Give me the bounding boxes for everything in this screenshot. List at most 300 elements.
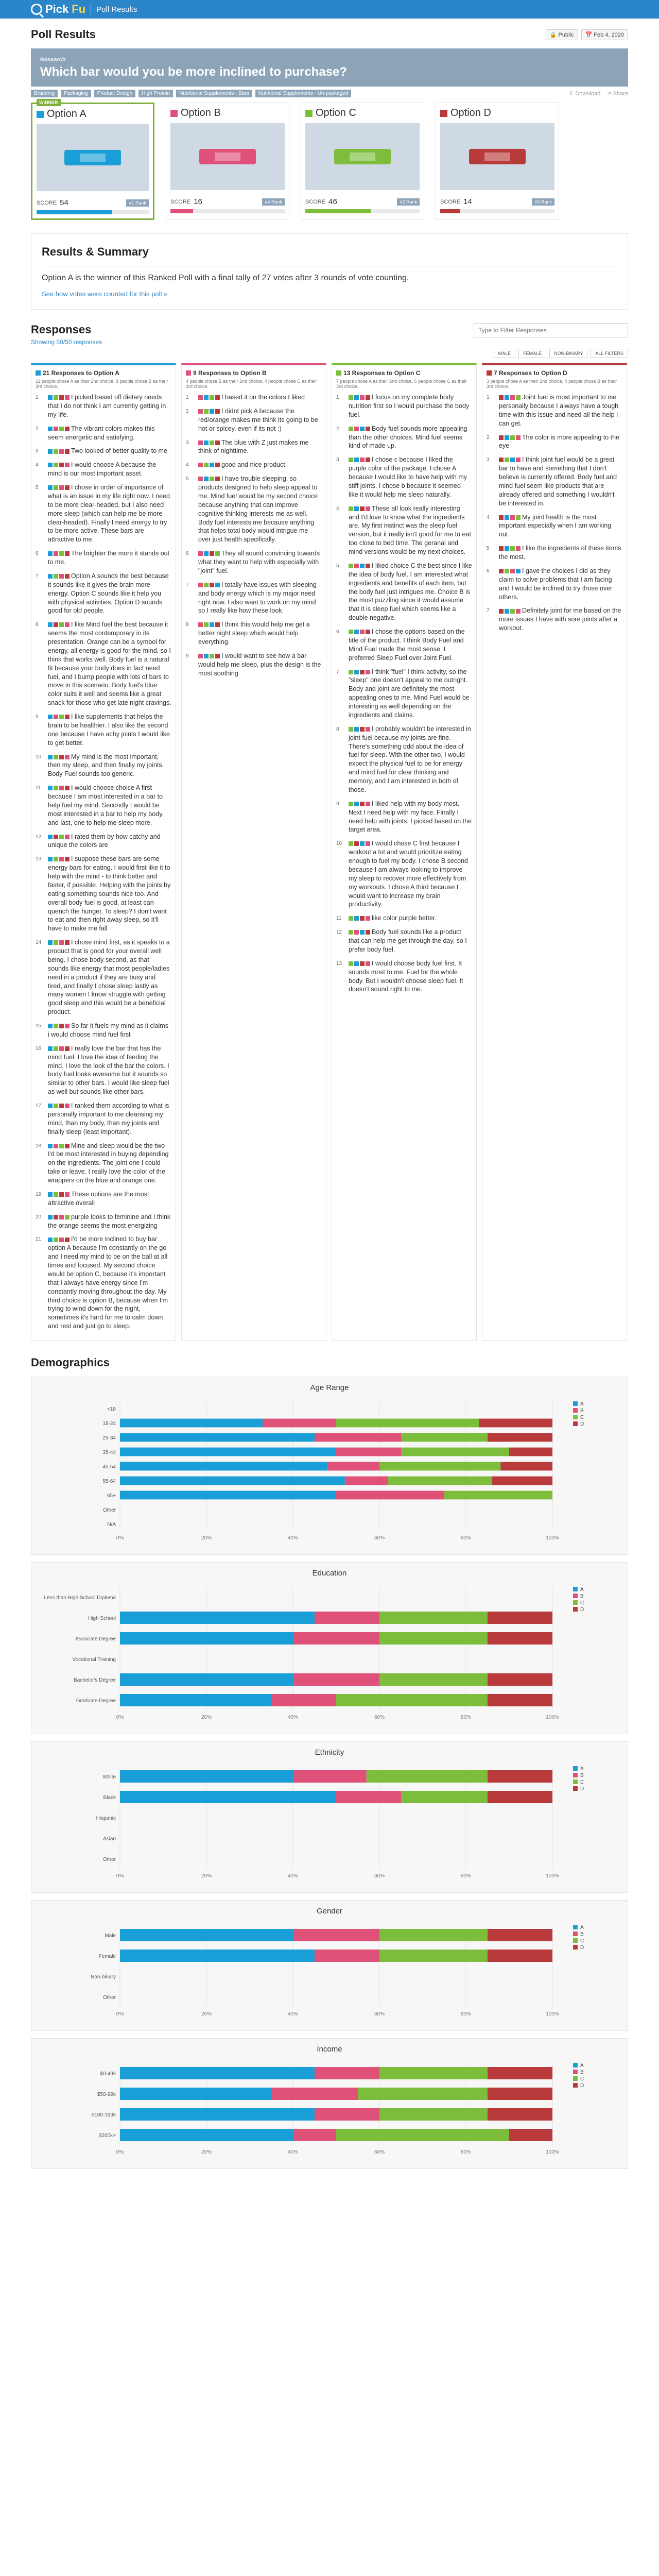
category-label: 25-34 (102, 1435, 116, 1441)
response-item (36, 713, 171, 748)
score-label: SCORE (37, 199, 57, 206)
bar-segment-d (488, 1929, 552, 1941)
response-item (36, 1213, 171, 1230)
filter-button[interactable]: FEMALE (518, 349, 546, 358)
response-number: 6 (487, 568, 490, 574)
rank-dot (360, 506, 365, 511)
response-text: I'd be more inclined to buy bar option A because I'm constantly on the go and I need my mind to be on the ball at all times and focused. My second choice would be option C, because it's important that I always have energy since I'm constantly moving throughout the day. My third choice is option B, because when I'm trying to wind down for the night, sometimes it's hard for me to calm down and rest and just go to sleep. (48, 1235, 168, 1330)
option-card-a[interactable] (31, 100, 154, 220)
ranking-dots (48, 1192, 70, 1197)
category-label: Bachelor's Degree (74, 1677, 116, 1683)
column-meta: 7 people chose A as their 2nd choice, 6 people chose C as their 3rd choice. (336, 379, 467, 389)
rank-dot (210, 395, 214, 400)
option-card-b[interactable] (166, 103, 289, 220)
rank-dot (354, 630, 359, 634)
response-item (487, 567, 622, 602)
score-bar-fill (37, 210, 112, 214)
option-color-swatch (170, 110, 178, 117)
response-number: 7 (186, 582, 189, 588)
filter-button[interactable]: MALE (494, 349, 516, 358)
bar-segment-a (120, 2088, 271, 2100)
bar-segment-d (488, 1433, 552, 1442)
rank-dot (54, 786, 58, 790)
x-tick-label: 60% (374, 2011, 385, 2017)
rank-dot (54, 1215, 58, 1219)
bar-segment-a (120, 1612, 315, 1624)
rank-dot (59, 1144, 64, 1148)
chart-svg (38, 2058, 621, 2161)
option-color-swatch (186, 370, 191, 376)
response-body (48, 447, 167, 455)
rank-dot (360, 395, 365, 400)
bar-segment-d (488, 1632, 552, 1645)
rank-dot (198, 463, 203, 467)
response-body (48, 1022, 171, 1039)
rank-dot (210, 409, 214, 414)
option-color-swatch (487, 370, 492, 376)
rank-dot (499, 546, 504, 551)
rank-dot (65, 715, 70, 719)
rank-dot (54, 835, 58, 839)
rank-dot (215, 551, 220, 556)
legend-label: C (580, 2076, 584, 2082)
response-item (336, 504, 472, 556)
share-button[interactable]: ↗ Share (606, 91, 628, 97)
ranking-dots (349, 395, 370, 400)
x-tick-label: 0% (116, 1873, 124, 1879)
rank-dot (499, 395, 504, 400)
ranking-dots (48, 449, 70, 454)
rank-dot (59, 1215, 64, 1219)
rank-dot (65, 427, 70, 431)
ranking-dots (349, 727, 370, 732)
legend-swatch (573, 1786, 578, 1791)
score-row (305, 197, 420, 206)
response-text: I totally have issues with sleeping and body energy which is my major need right now. I also want to work on my mind so I really like how these look. (198, 581, 317, 615)
rank-dot (59, 427, 64, 431)
bar-segment-b (271, 1694, 336, 1706)
response-body (48, 855, 171, 933)
rank-dot (499, 457, 504, 462)
response-text: I like the ingredients of these items the most. (499, 545, 621, 561)
column-title-text: 21 Responses to Option A (43, 369, 119, 377)
options-row (31, 100, 628, 220)
response-number: 10 (336, 841, 342, 847)
category-label: 65+ (107, 1493, 116, 1499)
rank-dot (349, 427, 353, 431)
response-text: I think "fuel" I think activity, so the "sleep" one doesn't appeal to me outright. Body and joint are definitely the most appealing ones to me. Mind Fuel would be interesting as well depending on the ingredients and claims. (349, 668, 470, 719)
rank-dot (48, 1024, 53, 1028)
rank-dot (349, 506, 353, 511)
chart-svg (38, 1761, 621, 1885)
option-name: Option D (450, 107, 491, 118)
response-item (336, 914, 472, 923)
score-bar-fill (305, 209, 371, 213)
tag[interactable]: Nutritional Supplements - Bars (176, 90, 252, 97)
legend-label: D (580, 1607, 584, 1613)
response-body (198, 393, 305, 402)
rank-dot (516, 609, 521, 614)
response-item (336, 928, 472, 954)
response-text: They all sound convincing towards what they want to help with especially with "joint" fuel. (198, 550, 320, 574)
response-body (48, 572, 171, 615)
response-number: 7 (336, 669, 339, 675)
category-label: Asian (102, 1836, 116, 1842)
tag[interactable]: Nutritional Supplements - Un-packaged (255, 90, 352, 97)
rank-dot (54, 449, 58, 454)
response-number: 20 (36, 1214, 42, 1220)
response-body (48, 833, 171, 850)
category-label: $0-49k (100, 2071, 116, 2077)
legend-swatch (573, 1421, 578, 1426)
rank-dot (48, 786, 53, 790)
tag[interactable]: Branding (31, 90, 58, 97)
response-body (198, 652, 322, 678)
response-number: 2 (336, 426, 339, 432)
response-body (48, 483, 171, 544)
score-label: SCORE (305, 198, 326, 205)
rank-dot (354, 802, 359, 806)
rank-dot (505, 609, 509, 614)
rank-dot (510, 569, 515, 573)
rank-dot (59, 755, 64, 759)
rank-dot (349, 802, 353, 806)
category-label: $100-199k (91, 2112, 116, 2118)
bar-segment-c (379, 1612, 488, 1624)
response-item (186, 549, 322, 575)
tag[interactable]: Packaging (61, 90, 91, 97)
response-number: 4 (36, 462, 39, 468)
column-meta: 11 people chose A as their 2nd choice, 9 people chose B as their 3rd choice. (36, 379, 168, 389)
response-body (198, 461, 285, 469)
category-label: Other (102, 1507, 116, 1513)
rank-dot (65, 755, 70, 759)
option-card-c[interactable] (301, 103, 424, 220)
option-name: Option A (47, 108, 86, 120)
x-tick-label: 80% (460, 2011, 472, 2017)
chart-title: Age Range (310, 1383, 349, 1392)
response-text: Definitely joint for me based on the more issues I have with sore joints after a workout. (499, 607, 621, 632)
response-text: I liked choice C the best since I like the idea of body fuel. I am interested what ingredients and benefits of each item, but the body fuel just intrigues me. Choice B is the most puzzling since it would assume that it is sleep fuel which seems like a double negative. (349, 562, 472, 622)
response-number: 15 (36, 1023, 42, 1029)
category-label: 18-24 (102, 1421, 116, 1427)
response-body (499, 544, 622, 562)
response-text: The vibrant colors makes this seem energetic and satisfying. (48, 425, 155, 441)
rank-dot (510, 395, 515, 400)
option-card-d[interactable] (436, 103, 559, 220)
demographic-chart (31, 2038, 628, 2169)
x-tick-label: 80% (460, 1535, 472, 1541)
response-item (36, 938, 171, 1016)
response-item (36, 833, 171, 850)
option-color-swatch (37, 111, 44, 118)
category-label: N/A (107, 1522, 116, 1528)
rank-dot (354, 961, 359, 966)
bar-segment-d (488, 1694, 552, 1706)
response-text: I would choose A because the mind is our most important asset. (48, 461, 157, 478)
bar-segment-a (120, 1673, 293, 1686)
response-number: 5 (487, 546, 490, 552)
response-text: purple looks to feminine and I think the orange seems the most energizing (48, 1213, 171, 1229)
rank-dot (48, 395, 53, 400)
ranking-dots (198, 654, 220, 658)
rank-dot (198, 654, 203, 658)
ranking-dots (48, 835, 70, 839)
column-title (487, 369, 622, 377)
tag[interactable]: High Protein (138, 90, 173, 97)
legend-label: A (580, 1401, 584, 1407)
rank-dot (65, 786, 70, 790)
chart-title: Income (317, 2045, 342, 2054)
ranking-dots (349, 564, 370, 568)
rank-dot (360, 670, 365, 674)
legend-swatch (573, 1925, 578, 1929)
x-tick-label: 20% (201, 2149, 212, 2155)
response-item (36, 1101, 171, 1137)
rank-dot (198, 583, 203, 587)
bar-segment-b (315, 2108, 379, 2121)
rank-dot (65, 1024, 70, 1028)
category-label: <18 (107, 1406, 116, 1412)
x-tick-label: 20% (201, 1873, 212, 1879)
response-body (48, 549, 171, 567)
demographics-title: Demographics (31, 1356, 110, 1369)
bar-segment-a (120, 1632, 293, 1645)
response-number: 7 (487, 608, 490, 614)
ranking-dots (48, 485, 70, 490)
response-item (36, 483, 171, 544)
product-bar-image (469, 149, 526, 164)
bar-segment-a (120, 1950, 315, 1962)
ranking-dots (198, 583, 220, 587)
rank-dot (54, 622, 58, 627)
rank-dot (59, 1104, 64, 1108)
rank-dot (48, 1046, 53, 1051)
bar-segment-b (293, 1632, 379, 1645)
bar-segment-a (120, 1929, 293, 1941)
response-filter-input[interactable] (474, 323, 628, 337)
chart-title: Ethnicity (315, 1748, 344, 1757)
legend-swatch (573, 1587, 578, 1591)
response-text: The blue with Z just makes me think of nighttime. (198, 438, 309, 455)
filter-button[interactable]: ALL FILTERS (591, 349, 628, 358)
category-label: $200k+ (98, 2133, 116, 2139)
response-text: Mine and sleep would be the two I'd be most interested in buying depending on the ingredients. The joint one I could take or leave. I really love the color of the wrappers on the blue and orange one. (48, 1142, 169, 1184)
response-body (198, 438, 322, 456)
category-label: Male (105, 1933, 116, 1939)
rank-dot (215, 440, 220, 445)
option-label (37, 108, 149, 120)
response-number: 19 (36, 1191, 42, 1197)
rank-dot (210, 551, 214, 556)
category-label: Black (103, 1795, 116, 1801)
rank-dot (54, 574, 58, 579)
demographic-chart (31, 1900, 628, 2031)
response-body (499, 393, 622, 428)
response-body (48, 620, 171, 707)
response-body (48, 1101, 171, 1137)
response-number: 9 (336, 801, 339, 807)
rank-dot (48, 574, 53, 579)
public-badge: 🔒 Public (546, 29, 578, 40)
bar-segment-b (336, 1791, 401, 1803)
bar-segment-b (293, 1929, 379, 1941)
rank-dot (54, 551, 58, 556)
response-number: 1 (36, 395, 39, 400)
score-bar-fill (440, 209, 460, 213)
rank-dot (366, 427, 370, 431)
rank-dot (210, 622, 214, 627)
rank-dot (59, 1024, 64, 1028)
rank-dot (54, 1024, 58, 1028)
response-text: The color is more appealing to the eye (499, 433, 619, 450)
bar-segment-c (379, 1462, 500, 1471)
rank-dot (349, 961, 353, 966)
rank-dot (349, 727, 353, 732)
rank-dot (366, 564, 370, 568)
rank-dot (48, 940, 53, 945)
ranking-dots (198, 440, 220, 445)
response-item (36, 1190, 171, 1208)
chart-svg (38, 1582, 621, 1726)
option-image (440, 123, 554, 190)
rank-dot (59, 574, 64, 579)
demographic-charts (31, 1377, 628, 2169)
response-item (36, 753, 171, 779)
rank-dot (366, 916, 370, 921)
download-button[interactable]: ⇩ Download (569, 91, 601, 97)
ranking-dots (48, 786, 70, 790)
response-text: I rated them by how catchy and unique the colors are (48, 833, 161, 849)
bar-segment-d (500, 1462, 552, 1471)
bar-segment-c (379, 1950, 488, 1962)
bar-segment-a (120, 1770, 293, 1783)
legend-swatch (573, 2076, 578, 2081)
option-image (170, 123, 285, 190)
bar-segment-a (120, 2067, 315, 2079)
bar-segment-d (492, 1477, 552, 1485)
bar-segment-b (336, 1448, 401, 1456)
rank-dot (48, 463, 53, 467)
response-item (186, 393, 322, 402)
score-row (170, 197, 285, 206)
category-label: High School (88, 1616, 116, 1621)
score-bar (305, 209, 420, 213)
response-number: 4 (487, 514, 490, 520)
category-label: Other (102, 1857, 116, 1862)
response-number: 6 (36, 551, 39, 557)
bar-segment-b (293, 2129, 336, 2141)
score-value: 46 (328, 197, 337, 206)
ranking-dots (349, 961, 370, 966)
rank-dot (215, 463, 220, 467)
page-title: Poll Results (31, 28, 96, 41)
category-label: 45-54 (102, 1464, 116, 1470)
x-tick-label: 100% (546, 2011, 559, 2017)
response-column (31, 363, 176, 1341)
rank-dot (65, 395, 70, 400)
option-label (440, 107, 554, 119)
tag[interactable]: Product Design (94, 90, 135, 97)
legend-swatch (573, 2063, 578, 2067)
category-label: Other (102, 1995, 116, 2001)
rank-badge: #2 Rank (397, 198, 420, 206)
rank-dot (505, 395, 509, 400)
bar-segment-c (379, 2067, 488, 2079)
ranking-dots (48, 715, 70, 719)
legend-label: B (580, 1594, 584, 1599)
rank-dot (54, 485, 58, 490)
column-title-text: 13 Responses to Option C (343, 369, 421, 377)
ranking-dots (198, 477, 220, 481)
rank-dot (54, 1144, 58, 1148)
filter-button[interactable]: NON-BINARY (549, 349, 587, 358)
rank-badge: #1 Rank (126, 199, 149, 207)
bar-segment-c (401, 1791, 488, 1803)
legend-swatch (573, 1931, 578, 1936)
response-number: 4 (336, 505, 339, 512)
rank-dot (204, 395, 209, 400)
bar-segment-c (358, 2088, 488, 2100)
response-text: I would choose choice A first because I am most interested in a bar to help fuel my mind. Secondly I would be most interested in a bar to help my body, and last, one to help me sleep more. (48, 784, 164, 826)
bar-segment-b (336, 1491, 444, 1500)
ranking-dots (48, 1104, 70, 1108)
rank-dot (48, 715, 53, 719)
responses-title: Responses (31, 323, 92, 336)
ranking-dots (48, 1046, 70, 1051)
legend-label: A (580, 1587, 584, 1592)
rank-dot (516, 395, 521, 400)
bar-segment-b (327, 1462, 379, 1471)
pickfu-logo[interactable]: Pick Fu (31, 3, 85, 16)
ranking-dots (349, 506, 370, 511)
results-summary (31, 233, 628, 310)
response-text: I really love the bar that has the mind fuel. I love the idea of feeding the mind. I love the look of the bar the colors. I body fuel looks awesome but it sounds so similar to other bars. I would like sleep fuel as well but sounds like other bars. (48, 1044, 169, 1096)
rank-badge: #3 Rank (532, 198, 554, 206)
x-tick-label: 80% (460, 2149, 472, 2155)
rank-dot (48, 449, 53, 454)
ranking-dots (48, 427, 70, 431)
response-number: 3 (186, 439, 189, 446)
response-number: 2 (186, 408, 189, 414)
bar-segment-c (336, 2129, 509, 2141)
rank-dot (354, 506, 359, 511)
product-bar-image (199, 149, 256, 164)
bar-segment-d (488, 1791, 552, 1803)
rank-dot (65, 463, 70, 467)
rank-dot (510, 546, 515, 551)
response-text: Body fuel sounds like a product that can help me get through the day, so I prefer body fuel. (349, 928, 467, 953)
ranking-dots (48, 1144, 70, 1148)
response-number: 13 (336, 960, 342, 967)
bar-segment-c (336, 1694, 488, 1706)
bar-segment-c (444, 1491, 552, 1500)
rank-dot (366, 630, 370, 634)
category-label: Vocational Training (72, 1657, 116, 1663)
response-number: 1 (487, 395, 490, 400)
category-label: Associate Degree (75, 1636, 116, 1642)
vote-count-link[interactable]: See how votes were counted for this poll » (42, 290, 168, 298)
rank-dot (210, 477, 214, 481)
response-item (487, 513, 622, 539)
response-columns (31, 363, 628, 1341)
winner-badge: WINNER (37, 99, 61, 106)
rank-dot (198, 477, 203, 481)
response-text: I would chose C first because I workout a lot and would prioritize eating enough to fuel my body. I chose B second because I am always looking to improve my sleep to recover more effectively from my workouts. I chose A third because I would want to increase my brain productivity. (349, 840, 468, 908)
rank-dot (65, 835, 70, 839)
rank-dot (59, 551, 64, 556)
legend-swatch (573, 1780, 578, 1784)
